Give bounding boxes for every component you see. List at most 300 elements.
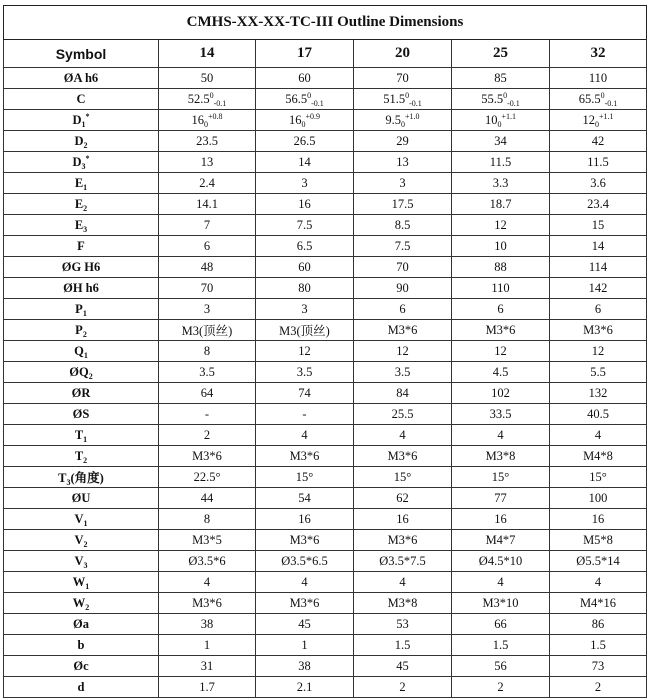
cell-text: M3*6 bbox=[485, 322, 516, 337]
subscript: 2 bbox=[83, 203, 88, 213]
subscript: 1 bbox=[83, 182, 88, 192]
subscript: 1 bbox=[83, 518, 88, 528]
value-cell-size-14 bbox=[159, 257, 256, 278]
value-cell-size-25 bbox=[452, 656, 550, 677]
table-row bbox=[4, 299, 647, 320]
value-cell-size-20 bbox=[354, 425, 452, 446]
value-cell-size-25 bbox=[452, 467, 550, 488]
value-cell-size-14 bbox=[159, 215, 256, 236]
cell-text: ØH h6 bbox=[63, 280, 99, 295]
symbol-cell bbox=[4, 551, 159, 572]
value-cell-size-32 bbox=[550, 341, 647, 362]
cell-text: 110 bbox=[491, 280, 510, 295]
table-row bbox=[4, 530, 647, 551]
cell-text: 11.5 bbox=[587, 154, 609, 169]
value-cell-size-17 bbox=[256, 677, 354, 698]
cell-text: D bbox=[72, 154, 82, 169]
symbol-cell bbox=[4, 635, 159, 656]
cell-text: 12 bbox=[494, 217, 507, 232]
value-cell-size-20 bbox=[354, 278, 452, 299]
value-cell-size-14 bbox=[159, 89, 256, 110]
value-cell-size-32 bbox=[550, 614, 647, 635]
column-header-symbol: Symbol bbox=[4, 40, 159, 68]
subscript: 2 bbox=[85, 602, 90, 612]
cell-text: 12 bbox=[396, 343, 409, 358]
value-cell-size-14 bbox=[159, 614, 256, 635]
cell-text: V bbox=[74, 511, 84, 526]
value-cell-size-32 bbox=[550, 572, 647, 593]
value-cell-size-20 bbox=[354, 299, 452, 320]
value-cell-size-17 bbox=[256, 215, 354, 236]
value-cell-size-14 bbox=[159, 677, 256, 698]
table-row bbox=[4, 215, 647, 236]
value-cell-size-25 bbox=[452, 173, 550, 194]
cell-text: 14.1 bbox=[196, 196, 218, 211]
cell-text: 4 bbox=[301, 427, 308, 442]
cell-text: ØU bbox=[71, 490, 91, 505]
table-body bbox=[4, 68, 647, 698]
cell-text: Ø5.5*14 bbox=[576, 553, 620, 568]
cell-text: ØQ bbox=[69, 364, 89, 379]
subscript: -0.1 bbox=[507, 98, 520, 108]
cell-text: 34 bbox=[494, 133, 507, 148]
cell-text: M3*6 bbox=[192, 595, 222, 610]
value-cell-size-14 bbox=[159, 425, 256, 446]
value-cell-size-25 bbox=[452, 131, 550, 152]
value-cell-size-32 bbox=[550, 152, 647, 173]
cell-text: 6 bbox=[497, 301, 504, 316]
cell-text: 74 bbox=[298, 385, 311, 400]
value-cell-size-20 bbox=[354, 614, 452, 635]
value-cell-size-25 bbox=[452, 89, 550, 110]
cell-text: 15° bbox=[295, 469, 314, 484]
subscript: 1 bbox=[83, 434, 88, 444]
value-cell-size-14 bbox=[159, 572, 256, 593]
cell-text: E bbox=[74, 217, 84, 232]
symbol-cell bbox=[4, 278, 159, 299]
cell-text: 3 bbox=[203, 301, 211, 316]
cell-text: 60 bbox=[298, 70, 311, 85]
table-row bbox=[4, 614, 647, 635]
cell-text: 3 bbox=[301, 175, 308, 190]
subscript: 1 bbox=[85, 581, 90, 591]
cell-text: 2.4 bbox=[199, 175, 215, 190]
value-cell-size-17 bbox=[256, 656, 354, 677]
symbol-cell bbox=[4, 530, 159, 551]
cell-text: 1 bbox=[203, 637, 211, 652]
value-cell-size-17 bbox=[256, 614, 354, 635]
symbol-cell bbox=[4, 236, 159, 257]
cell-text: M4*7 bbox=[485, 532, 516, 547]
cell-text: 4 bbox=[399, 427, 406, 442]
table-row bbox=[4, 488, 647, 509]
value-cell-size-14 bbox=[159, 194, 256, 215]
subscript: 2 bbox=[83, 455, 88, 465]
symbol-cell bbox=[4, 215, 159, 236]
value-cell-size-17 bbox=[256, 68, 354, 89]
cell-text: 26.5 bbox=[293, 133, 316, 148]
value-cell-size-20 bbox=[354, 656, 452, 677]
value-cell-size-20 bbox=[354, 593, 452, 614]
cell-text: 4 bbox=[594, 427, 602, 442]
value-cell-size-20 bbox=[354, 467, 452, 488]
column-header-size-17: 17 bbox=[256, 40, 354, 68]
value-cell-size-32 bbox=[550, 257, 647, 278]
cell-text: Øa bbox=[73, 616, 89, 631]
subscript: 3 bbox=[83, 560, 88, 570]
value-cell-size-25 bbox=[452, 509, 550, 530]
cell-text: 3 bbox=[399, 175, 406, 190]
cell-text: 4 bbox=[497, 427, 504, 442]
value-cell-size-14 bbox=[159, 593, 256, 614]
cell-text: 2 bbox=[497, 679, 504, 694]
table-row bbox=[4, 551, 647, 572]
cell-text: 14 bbox=[298, 154, 311, 169]
cell-text: 6 bbox=[203, 238, 211, 253]
value-cell-size-14 bbox=[159, 320, 256, 341]
value-cell-size-32 bbox=[550, 89, 647, 110]
cell-text: 110 bbox=[588, 70, 608, 85]
cell-text: 17.5 bbox=[391, 196, 414, 211]
value-cell-size-14 bbox=[159, 152, 256, 173]
cell-text: 15° bbox=[491, 469, 510, 484]
symbol-cell bbox=[4, 509, 159, 530]
superscript: 0 bbox=[600, 90, 605, 100]
value-cell-size-32 bbox=[550, 299, 647, 320]
cell-text: M3*5 bbox=[192, 532, 222, 547]
cell-text: 12 bbox=[298, 343, 311, 358]
cell-text: M3*6 bbox=[387, 322, 418, 337]
cell-text: 15° bbox=[393, 469, 412, 484]
value-cell-size-20 bbox=[354, 89, 452, 110]
cell-text: 2 bbox=[399, 679, 406, 694]
cell-text: 10 bbox=[484, 112, 498, 127]
cell-text: M3*6 bbox=[387, 532, 418, 547]
cell-text: 132 bbox=[588, 385, 608, 400]
cell-text: 40.5 bbox=[587, 406, 609, 421]
cell-text: b bbox=[77, 637, 85, 652]
value-cell-size-25 bbox=[452, 110, 550, 131]
cell-text: 6 bbox=[399, 301, 406, 316]
value-cell-size-20 bbox=[354, 677, 452, 698]
value-cell-size-32 bbox=[550, 551, 647, 572]
cell-text: M3*10 bbox=[482, 595, 519, 610]
symbol-cell bbox=[4, 299, 159, 320]
cell-text: 11.5 bbox=[489, 154, 512, 169]
value-cell-size-17 bbox=[256, 446, 354, 467]
cell-text: 84 bbox=[396, 385, 409, 400]
value-cell-size-25 bbox=[452, 257, 550, 278]
cell-text: 55.5 bbox=[481, 91, 504, 106]
table-row bbox=[4, 383, 647, 404]
subscript: 3 bbox=[81, 161, 86, 171]
cell-text: 23.5 bbox=[196, 133, 218, 148]
value-cell-size-20 bbox=[354, 362, 452, 383]
cell-text: 7 bbox=[203, 217, 211, 232]
value-cell-size-14 bbox=[159, 635, 256, 656]
cell-text: 85 bbox=[494, 70, 507, 85]
cell-text: 10 bbox=[494, 238, 507, 253]
cell-text: 16 bbox=[396, 511, 409, 526]
cell-text: 114 bbox=[588, 259, 608, 274]
cell-text: 15° bbox=[589, 469, 607, 484]
cell-text: 16 bbox=[288, 112, 302, 127]
value-cell-size-17 bbox=[256, 551, 354, 572]
symbol-cell bbox=[4, 320, 159, 341]
cell-text: 7.5 bbox=[394, 238, 411, 253]
cell-text: 4.5 bbox=[492, 364, 509, 379]
cell-text: M4*16 bbox=[579, 595, 617, 610]
value-cell-size-25 bbox=[452, 341, 550, 362]
value-cell-size-17 bbox=[256, 572, 354, 593]
table-row bbox=[4, 89, 647, 110]
value-cell-size-17 bbox=[256, 341, 354, 362]
cell-text: 1.5 bbox=[394, 637, 411, 652]
subscript: 1 bbox=[82, 308, 87, 318]
value-cell-size-25 bbox=[452, 677, 550, 698]
symbol-cell bbox=[4, 110, 159, 131]
cell-text: M3*6 bbox=[289, 595, 320, 610]
value-cell-size-25 bbox=[452, 551, 550, 572]
value-cell-size-32 bbox=[550, 173, 647, 194]
value-cell-size-25 bbox=[452, 362, 550, 383]
symbol-cell bbox=[4, 467, 159, 488]
subscript: -0.1 bbox=[213, 98, 227, 108]
value-cell-size-20 bbox=[354, 404, 452, 425]
superscript: +1.1 bbox=[501, 111, 516, 121]
cell-text: 38 bbox=[200, 616, 214, 631]
value-cell-size-14 bbox=[159, 173, 256, 194]
cell-text: 12 bbox=[582, 112, 595, 127]
value-cell-size-17 bbox=[256, 530, 354, 551]
symbol-cell bbox=[4, 572, 159, 593]
cell-text: 12 bbox=[591, 343, 605, 358]
value-cell-size-25 bbox=[452, 278, 550, 299]
table-row bbox=[4, 152, 647, 173]
value-cell-size-20 bbox=[354, 110, 452, 131]
symbol-cell bbox=[4, 173, 159, 194]
cell-text: - bbox=[204, 406, 210, 421]
value-cell-size-14 bbox=[159, 68, 256, 89]
symbol-cell bbox=[4, 488, 159, 509]
value-cell-size-32 bbox=[550, 236, 647, 257]
cell-text: 66 bbox=[494, 616, 507, 631]
value-cell-size-17 bbox=[256, 383, 354, 404]
column-header-size-14: 14 bbox=[159, 40, 256, 68]
value-cell-size-25 bbox=[452, 320, 550, 341]
cell-text: ØS bbox=[72, 406, 90, 421]
cell-text: 102 bbox=[491, 385, 510, 400]
value-cell-size-20 bbox=[354, 257, 452, 278]
subscript: 1 bbox=[81, 119, 86, 129]
table-row bbox=[4, 341, 647, 362]
cell-text: 2 bbox=[594, 679, 602, 694]
cell-text: P bbox=[75, 301, 83, 316]
cell-text: ØG H6 bbox=[61, 259, 101, 274]
cell-text: 9.5 bbox=[385, 112, 402, 127]
subscript: 0 bbox=[203, 119, 208, 129]
cell-text: M3(顶丝) bbox=[279, 324, 330, 338]
cell-text: 15 bbox=[591, 217, 605, 232]
cell-text: T bbox=[58, 471, 67, 485]
dimensions-sheet bbox=[3, 5, 646, 698]
value-cell-size-17 bbox=[256, 488, 354, 509]
cell-text: F bbox=[77, 238, 85, 253]
cell-text: C bbox=[76, 91, 86, 106]
cell-text: 56 bbox=[494, 658, 507, 673]
value-cell-size-14 bbox=[159, 488, 256, 509]
cell-text: 25.5 bbox=[391, 406, 414, 421]
value-cell-size-32 bbox=[550, 530, 647, 551]
table-row bbox=[4, 320, 647, 341]
value-cell-size-17 bbox=[256, 194, 354, 215]
value-cell-size-25 bbox=[452, 68, 550, 89]
table-row bbox=[4, 404, 647, 425]
cell-text: Øc bbox=[73, 658, 89, 673]
cell-text: 62 bbox=[396, 490, 409, 505]
cell-text: 70 bbox=[200, 280, 214, 295]
cell-text: 1.5 bbox=[492, 637, 509, 652]
value-cell-size-32 bbox=[550, 68, 647, 89]
value-cell-size-32 bbox=[550, 446, 647, 467]
value-cell-size-32 bbox=[550, 488, 647, 509]
cell-text: 2.1 bbox=[296, 679, 313, 694]
cell-text: 16 bbox=[494, 511, 507, 526]
value-cell-size-20 bbox=[354, 173, 452, 194]
cell-text: 31 bbox=[200, 658, 214, 673]
value-cell-size-32 bbox=[550, 131, 647, 152]
cell-text: 86 bbox=[591, 616, 605, 631]
subscript: 3 bbox=[66, 478, 71, 487]
value-cell-size-32 bbox=[550, 320, 647, 341]
value-cell-size-17 bbox=[256, 425, 354, 446]
cell-text: 80 bbox=[298, 280, 311, 295]
cell-text: E bbox=[74, 196, 84, 211]
value-cell-size-20 bbox=[354, 131, 452, 152]
cell-text: M3*8 bbox=[387, 595, 418, 610]
value-cell-size-17 bbox=[256, 509, 354, 530]
value-cell-size-17 bbox=[256, 362, 354, 383]
value-cell-size-17 bbox=[256, 299, 354, 320]
cell-text: Ø4.5*10 bbox=[478, 553, 523, 568]
cell-text: 1 bbox=[301, 637, 308, 652]
value-cell-size-20 bbox=[354, 320, 452, 341]
cell-text: d bbox=[77, 679, 85, 694]
cell-text: 38 bbox=[298, 658, 311, 673]
column-header-size-20: 20 bbox=[354, 40, 452, 68]
table-row bbox=[4, 572, 647, 593]
value-cell-size-25 bbox=[452, 299, 550, 320]
cell-text: 70 bbox=[396, 70, 409, 85]
subscript: 0 bbox=[497, 119, 502, 129]
cell-text: 7.5 bbox=[296, 217, 313, 232]
value-cell-size-32 bbox=[550, 362, 647, 383]
subscript: 3 bbox=[83, 224, 88, 234]
cell-text: 4 bbox=[203, 574, 211, 589]
cell-text: W bbox=[72, 574, 86, 589]
value-cell-size-20 bbox=[354, 551, 452, 572]
symbol-cell bbox=[4, 362, 159, 383]
value-cell-size-32 bbox=[550, 110, 647, 131]
cell-text: M3*6 bbox=[289, 532, 320, 547]
symbol-cell bbox=[4, 383, 159, 404]
cell-text: 5.5 bbox=[590, 364, 606, 379]
value-cell-size-32 bbox=[550, 215, 647, 236]
symbol-cell bbox=[4, 425, 159, 446]
value-cell-size-25 bbox=[452, 152, 550, 173]
table-row bbox=[4, 68, 647, 89]
symbol-cell bbox=[4, 341, 159, 362]
value-cell-size-17 bbox=[256, 593, 354, 614]
value-cell-size-14 bbox=[159, 383, 256, 404]
cell-text: 65.5 bbox=[578, 91, 601, 106]
value-cell-size-20 bbox=[354, 572, 452, 593]
cell-text: 90 bbox=[396, 280, 409, 295]
cell-text: 44 bbox=[200, 490, 214, 505]
cell-text: 29 bbox=[396, 133, 409, 148]
subscript: 2 bbox=[83, 539, 88, 549]
cell-text: 77 bbox=[494, 490, 507, 505]
symbol-cell bbox=[4, 131, 159, 152]
symbol-cell bbox=[4, 152, 159, 173]
header-row bbox=[4, 40, 647, 68]
symbol-cell bbox=[4, 257, 159, 278]
superscript: 0 bbox=[307, 90, 312, 100]
table-row bbox=[4, 635, 647, 656]
table-row bbox=[4, 425, 647, 446]
cell-text: M3*6 bbox=[289, 448, 320, 463]
table-row bbox=[4, 110, 647, 131]
cell-text: 60 bbox=[298, 259, 311, 274]
cell-text: 8.5 bbox=[394, 217, 411, 232]
cell-text: 3 bbox=[301, 301, 308, 316]
value-cell-size-20 bbox=[354, 341, 452, 362]
table-title: CMHS-XX-XX-TC-III Outline Dimensions bbox=[4, 6, 647, 40]
cell-text: 16 bbox=[191, 112, 204, 127]
cell-text: D bbox=[74, 133, 84, 148]
cell-text: 8 bbox=[203, 511, 211, 526]
value-cell-size-25 bbox=[452, 572, 550, 593]
value-cell-size-17 bbox=[256, 110, 354, 131]
value-cell-size-32 bbox=[550, 278, 647, 299]
cell-text: 53 bbox=[396, 616, 409, 631]
table-row bbox=[4, 467, 647, 488]
cell-text: - bbox=[302, 406, 307, 421]
value-cell-size-20 bbox=[354, 635, 452, 656]
cell-text: 45 bbox=[396, 658, 409, 673]
table-row bbox=[4, 656, 647, 677]
value-cell-size-25 bbox=[452, 383, 550, 404]
column-header-size-32: 32 bbox=[550, 40, 647, 68]
value-cell-size-32 bbox=[550, 383, 647, 404]
superscript: +1.0 bbox=[405, 111, 420, 121]
value-cell-size-20 bbox=[354, 236, 452, 257]
value-cell-size-32 bbox=[550, 656, 647, 677]
table-row bbox=[4, 257, 647, 278]
cell-text: 16 bbox=[591, 511, 605, 526]
cell-text: 23.4 bbox=[587, 196, 609, 211]
value-cell-size-14 bbox=[159, 341, 256, 362]
value-cell-size-20 bbox=[354, 383, 452, 404]
cell-text: T bbox=[74, 427, 84, 442]
cell-text: 54 bbox=[298, 490, 311, 505]
cell-text: 50 bbox=[200, 70, 214, 85]
cell-text: Ø3.5*6 bbox=[188, 553, 226, 568]
symbol-cell bbox=[4, 656, 159, 677]
subscript: 0 bbox=[301, 119, 306, 129]
cell-text: 1.5 bbox=[590, 637, 606, 652]
table-row bbox=[4, 593, 647, 614]
